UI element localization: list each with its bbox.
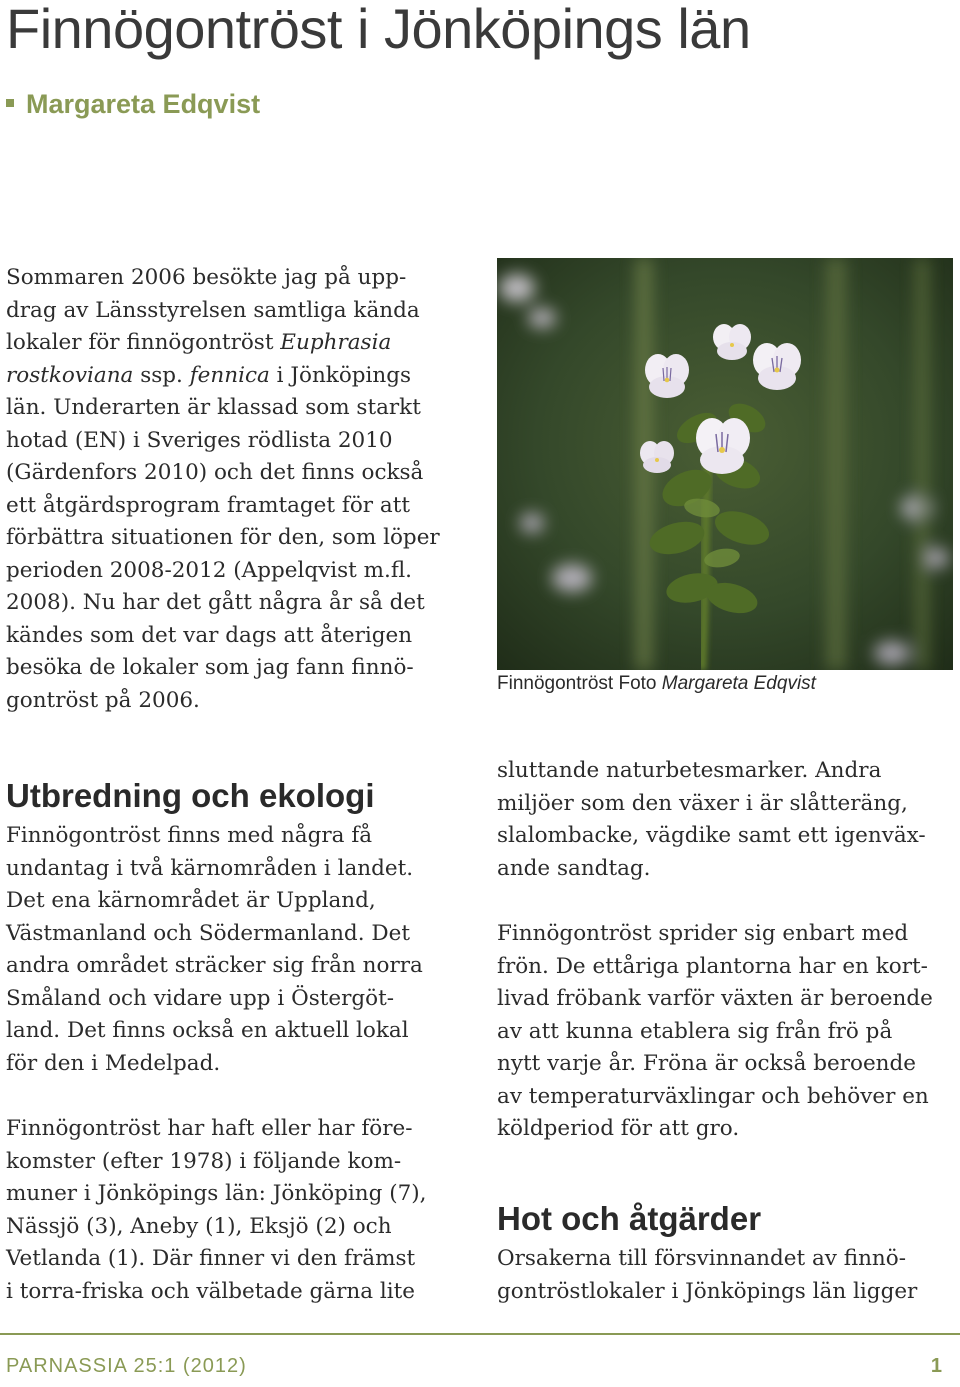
text-segment: gontröst på 2006. [6, 687, 200, 713]
italic-term: fennica [189, 362, 270, 388]
text-line [6, 623, 412, 648]
text-line: livad fröbank varför växten är beroende [497, 986, 933, 1011]
utbredning-text-2 [6, 1113, 461, 1308]
text-segment: lokaler för finnögontröst [6, 330, 281, 355]
text-segment: kändes som det var dags att återigen [6, 622, 413, 648]
text-line: Finnögontröst sprider sig enbart med [497, 921, 909, 946]
text-line: av temperaturväxlingar och behöver en [497, 1083, 929, 1109]
caption-label: Finnögontröst Foto [497, 673, 662, 694]
text-line: nytt varje år. Fröna är också beroende [497, 1051, 917, 1076]
caption-credit: Margareta Edqvist [661, 673, 816, 694]
text-segment: län. Underarten är klassad som starkt [6, 395, 421, 420]
text-line [6, 688, 200, 713]
footer-journal: PARNASSIA 25:1 (2012) [6, 1355, 247, 1377]
text-line [6, 265, 406, 290]
article-author [6, 86, 260, 122]
text-segment: 2008). Nu har det gått några år så det [6, 590, 425, 615]
right-paragraph-2 [497, 918, 952, 1146]
text-line: ande sandtag. [497, 855, 651, 881]
text-line: miljöer som den växer i är slåtteräng, [497, 790, 908, 816]
eyebright-photo [497, 258, 953, 670]
text-line: andra området sträcker sig från norra [6, 953, 423, 978]
text-line [6, 330, 391, 355]
text-segment: besöka de lokaler som jag fann finnö- [6, 655, 414, 680]
text-line [6, 298, 420, 323]
text-line: Finnögontröst har haft eller har före- [6, 1116, 413, 1141]
text-segment: Sommaren 2006 besökte jag på upp- [6, 265, 407, 290]
text-line [6, 395, 421, 420]
text-line: frön. De ettåriga plantorna har en kort- [497, 953, 928, 979]
text-segment: (Gärdenfors 2010) och det finns också [6, 460, 424, 485]
text-line: muner i Jönköpings län: Jönköping (7), [6, 1181, 427, 1206]
section-heading-hot: Hot och åtgärder [497, 1200, 762, 1237]
text-line [6, 558, 412, 583]
right-text-1 [497, 755, 952, 885]
text-line: land. Det finns också en aktuell lokal [6, 1018, 409, 1043]
right-text-2 [497, 918, 952, 1146]
text-line: i torra-friska och välbetade gärna lite [6, 1278, 416, 1304]
intro-paragraph [6, 262, 461, 717]
hot-text-1 [497, 1243, 952, 1308]
text-segment: i Jönköpings [269, 362, 412, 388]
text-line: Orsakerna till försvinnandet av finnö- [497, 1246, 906, 1271]
text-line [6, 460, 423, 485]
text-line [6, 493, 410, 518]
intro-text [6, 262, 461, 717]
footer-rule [0, 1333, 960, 1335]
text-segment: förbättra situationen för den, som löper [6, 525, 440, 550]
text-segment: hotad (EN) i Sveriges rödlista 2010 [6, 427, 393, 453]
text-line: Västmanland och Södermanland. Det [6, 920, 410, 946]
text-line [6, 428, 393, 453]
italic-term: rostkoviana [6, 362, 134, 388]
utbredning-paragraph-1 [6, 820, 461, 1080]
text-line: slalombacke, vägdike samt ett igenväx- [497, 823, 926, 848]
text-line: sluttande naturbetesmarker. Andra [497, 758, 882, 783]
hot-paragraph-1 [497, 1243, 952, 1308]
text-segment: drag av Länsstyrelsen samtliga kända [6, 297, 420, 323]
footer-page-number: 1 [930, 1355, 942, 1377]
eyebright-photo-image [497, 258, 953, 670]
text-line: Vetlanda (1). Där finner vi den främst [6, 1246, 416, 1271]
square-bullet-icon [6, 99, 14, 107]
text-line: komster (efter 1978) i följande kom- [6, 1148, 402, 1174]
text-line [6, 525, 440, 550]
text-line: av att kunna etablera sig från frö på [497, 1018, 893, 1044]
text-segment: perioden 2008-2012 (Appelqvist m.fl. [6, 557, 413, 583]
article-title: Finnögontröst i Jönköpings län [6, 0, 751, 60]
text-line: undantag i två kärnområden i landet. [6, 855, 414, 881]
text-line [6, 590, 425, 615]
text-line: gontröstlokaler i Jönköpings län ligger [497, 1278, 918, 1304]
text-line [6, 363, 411, 388]
text-segment: ssp. [133, 362, 190, 388]
section-heading-utbredning: Utbredning och ekologi [6, 777, 375, 814]
utbredning-text-1 [6, 820, 461, 1080]
italic-term: Euphrasia [280, 330, 392, 355]
text-line: för den i Medelpad. [6, 1050, 221, 1076]
text-line: Nässjö (3), Aneby (1), Eksjö (2) och [6, 1213, 392, 1239]
right-paragraph-1 [497, 755, 952, 885]
author-name: Margareta Edqvist [26, 89, 261, 119]
utbredning-paragraph-2 [6, 1113, 461, 1308]
text-line [6, 655, 414, 680]
text-line: Småland och vidare upp i Östergöt- [6, 985, 395, 1011]
photo-caption [497, 670, 816, 698]
text-line: Finnögontröst finns med några få [6, 823, 373, 848]
text-line: köldperiod för att gro. [497, 1116, 740, 1141]
text-line: Det ena kärnområdet är Uppland, [6, 888, 376, 913]
text-segment: ett åtgärdsprogram framtaget för att [6, 492, 410, 518]
